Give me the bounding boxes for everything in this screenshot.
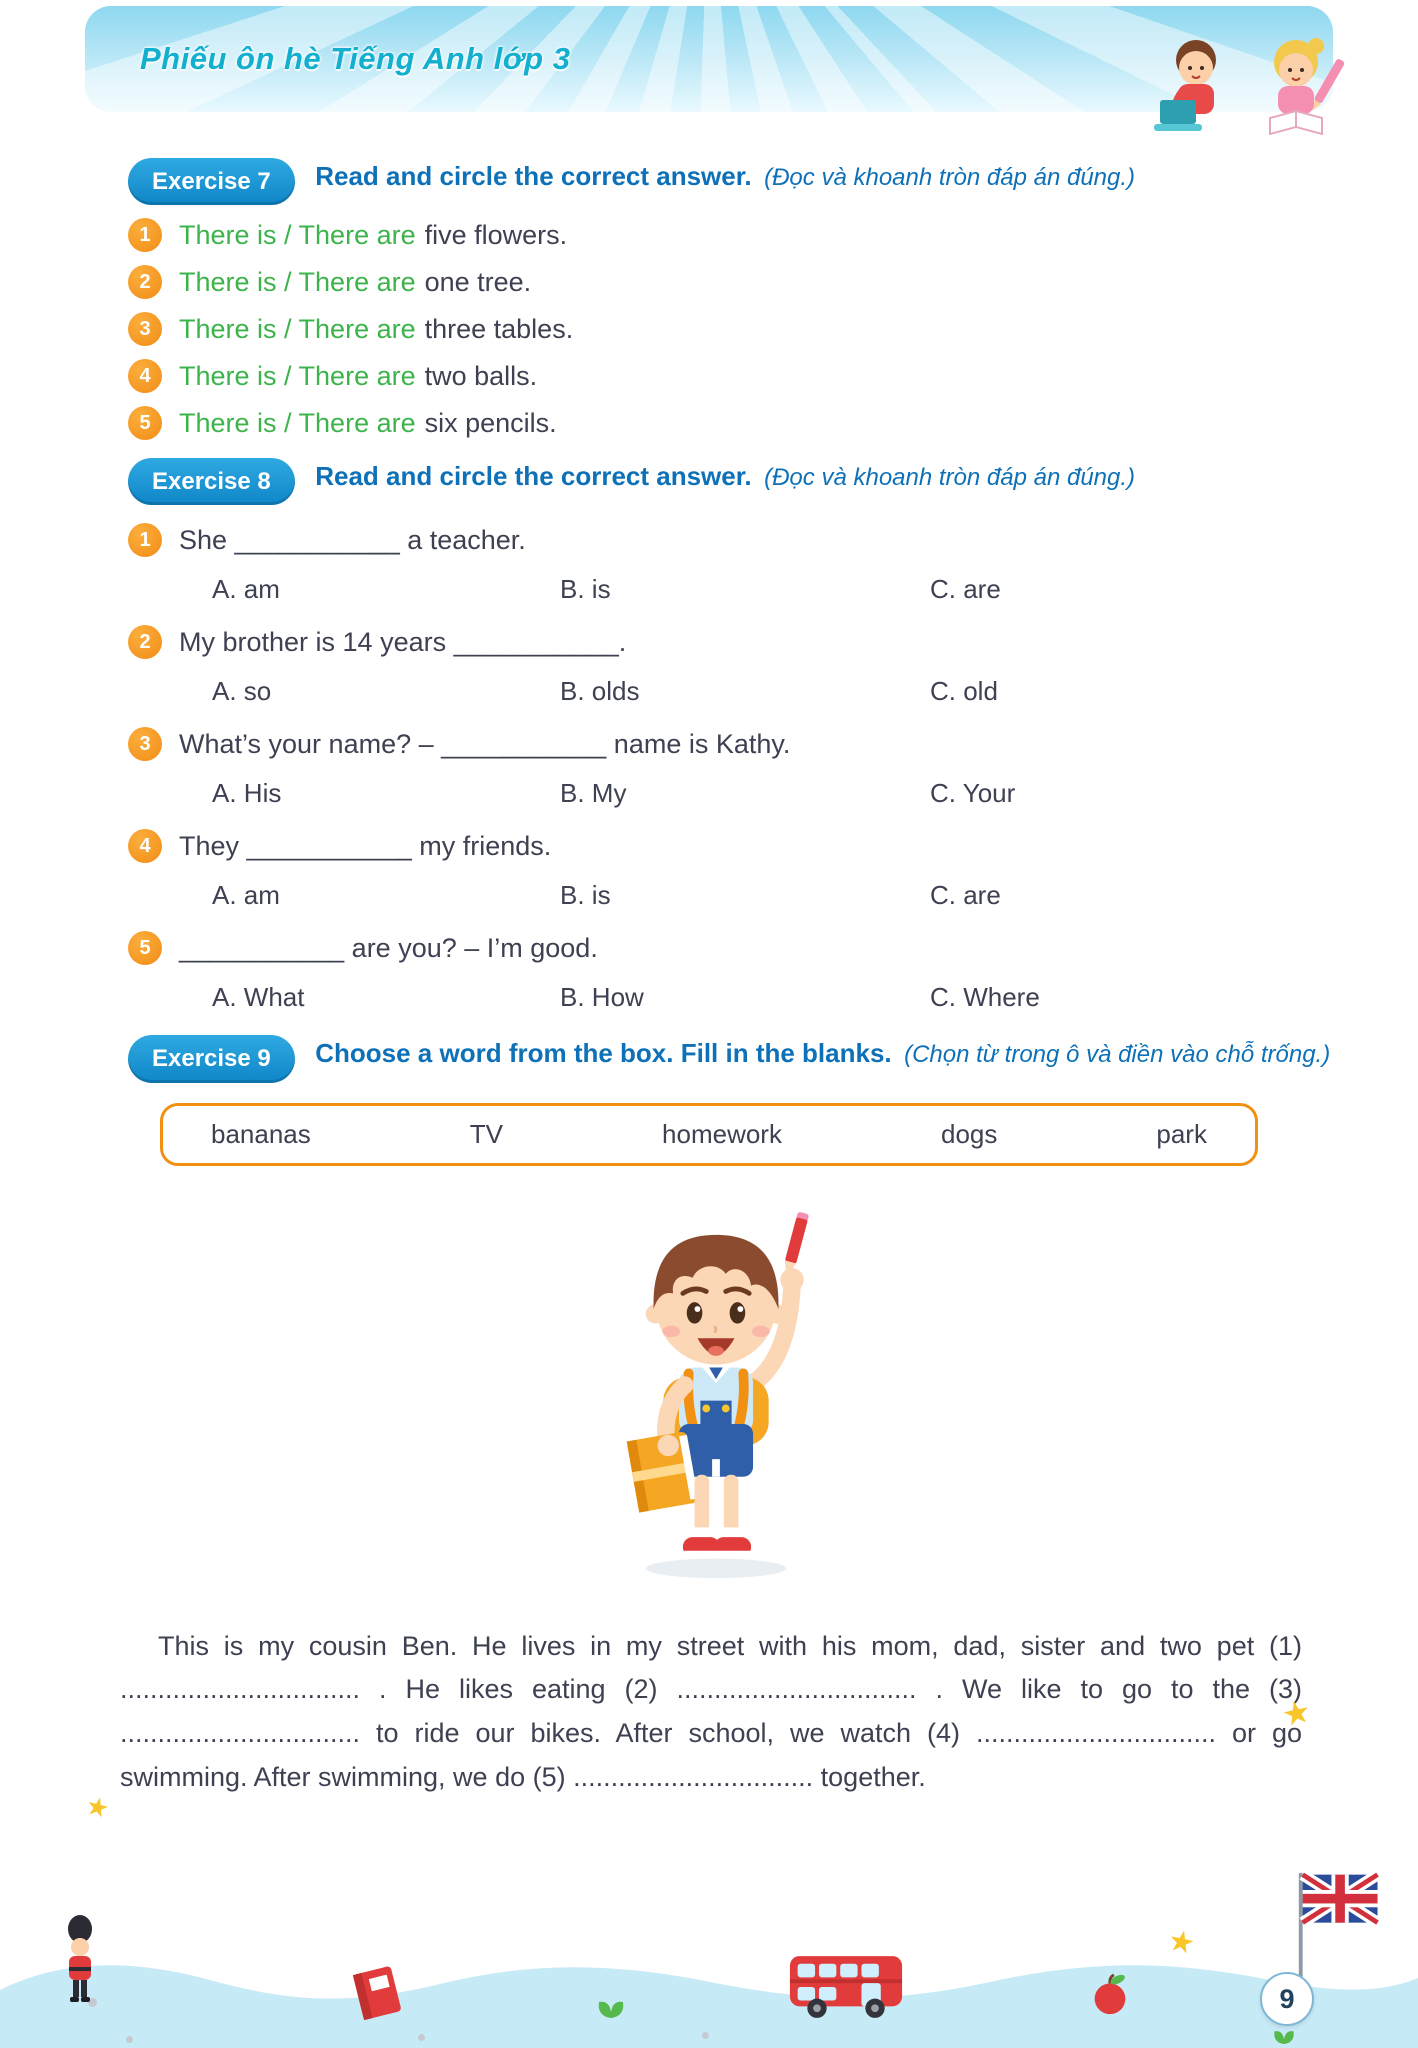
option-c: C. are — [930, 880, 1001, 911]
fill-in-paragraph: This is my cousin Ben. He lives in my street with his mom, dad, sister and two pet (1) ................................ . He likes eating (2) ................................ . We like to go to the (3) ................................ to ride our bikes. After school, we watch (4) ................................ or go swimming. After swimming, we do (5) ................................ together. — [120, 1630, 1302, 1792]
star-icon: ★ — [1164, 1923, 1199, 1962]
exercise8-badge: Exercise 8 — [128, 458, 295, 505]
exercise8-title: Read and circle the correct answer. — [315, 461, 752, 492]
exercise8-section — [100, 456, 1332, 1013]
question-text: ___________ are you? – I’m good. — [179, 932, 598, 963]
option-c: C. Your — [930, 778, 1016, 809]
dot — [418, 2034, 425, 2041]
exercise7-section — [100, 156, 1332, 440]
question-number-badge: 3 — [128, 727, 162, 761]
question-number-badge: 4 — [128, 829, 162, 863]
choice-there-is-are: There is / There are — [179, 360, 416, 391]
item-text: five flowers. — [424, 219, 568, 250]
option-a: A. am — [212, 574, 280, 605]
choice-there-is-are: There is / There are — [179, 313, 416, 344]
exercise7-badge: Exercise 7 — [128, 158, 295, 205]
exercise8-question — [100, 625, 1332, 707]
exercise7-item — [100, 265, 1332, 299]
footer-wave — [0, 1918, 1418, 2048]
page-title: Phiếu ôn hè Tiếng Anh lớp 3 — [140, 41, 571, 76]
exercise9-heading — [100, 1033, 1332, 1082]
question-number-badge: 5 — [128, 931, 162, 965]
exercise8-question — [100, 727, 1332, 809]
answer-options — [100, 778, 1332, 809]
exercise9-title-vi: (Chọn từ trong ô và điền vào chỗ trống.) — [904, 1041, 1331, 1069]
exercise7-heading — [100, 156, 1332, 205]
item-text: two balls. — [424, 360, 538, 391]
answer-options — [100, 676, 1332, 707]
answer-options — [100, 880, 1332, 911]
exercise8-heading — [100, 456, 1332, 505]
exercise7-title: Read and circle the correct answer. — [315, 161, 752, 191]
exercise8-question — [100, 931, 1332, 1013]
choice-there-is-are: There is / There are — [179, 266, 416, 297]
star-icon: ★ — [1278, 1692, 1315, 1734]
exercise8-question — [100, 829, 1332, 911]
exercise7-item — [100, 406, 1332, 440]
kids-studying-illustration — [1146, 26, 1356, 146]
option-c: C. old — [930, 676, 998, 707]
item-text: six pencils. — [424, 407, 557, 438]
schoolboy-with-book-and-pencil-illustration — [566, 1192, 866, 1582]
word-box-word: bananas — [211, 1118, 311, 1149]
item-text: three tables. — [424, 313, 574, 344]
item-number-badge: 1 — [128, 218, 162, 252]
sprout-icon — [596, 1994, 626, 2018]
word-box-word: dogs — [940, 1118, 998, 1149]
book-icon — [348, 1962, 406, 2022]
word-box-word: homework — [662, 1118, 782, 1149]
choice-there-is-are: There is / There are — [179, 407, 416, 438]
exercise7-title-vi: (Đọc và khoanh tròn đáp án đúng.) — [764, 164, 1136, 191]
option-c: C. Where — [930, 982, 1040, 1013]
exercise7-item — [100, 312, 1332, 346]
item-number-badge: 4 — [128, 359, 162, 393]
question-text: She ___________ a teacher. — [179, 524, 526, 555]
option-c: C. are — [930, 574, 1001, 605]
question-text: They ___________ my friends. — [179, 830, 552, 861]
dot — [702, 2032, 709, 2039]
item-number-badge: 5 — [128, 406, 162, 440]
question-number-badge: 2 — [128, 625, 162, 659]
exercise9-section — [100, 1033, 1332, 1799]
apple-icon — [1086, 1970, 1134, 2018]
answer-options — [100, 982, 1332, 1013]
option-a: A. His — [212, 778, 282, 809]
exercise8-question — [100, 523, 1332, 605]
question-text: My brother is 14 years ___________. — [179, 626, 627, 657]
word-box-word: park — [1156, 1118, 1207, 1149]
option-b: B. is — [560, 880, 611, 911]
star-icon: ★ — [82, 1789, 113, 1825]
option-a: A. so — [212, 676, 272, 707]
item-number-badge: 3 — [128, 312, 162, 346]
exercise7-item — [100, 359, 1332, 393]
option-a: A. What — [212, 982, 305, 1013]
exercise9-title: Choose a word from the box. Fill in the blanks. — [315, 1038, 892, 1069]
option-b: B. How — [560, 982, 644, 1013]
item-number-badge: 2 — [128, 265, 162, 299]
dot — [126, 2036, 133, 2043]
option-a: A. am — [212, 880, 280, 911]
sprout-icon — [1272, 2025, 1296, 2044]
word-box — [160, 1103, 1258, 1166]
word-box-word: TV — [469, 1118, 504, 1149]
option-b: B. olds — [560, 676, 640, 707]
exercise9-badge: Exercise 9 — [128, 1035, 295, 1082]
exercise7-item — [100, 218, 1332, 252]
page-number: 9 — [1279, 1983, 1295, 2014]
question-text: What’s your name? – ___________ name is Kathy. — [179, 728, 791, 759]
item-text: one tree. — [424, 266, 532, 297]
option-b: B. My — [560, 778, 627, 809]
page-number-badge — [1260, 1972, 1314, 2026]
uk-flag-icon — [1294, 1870, 1390, 1982]
double-decker-bus-icon — [788, 1952, 904, 2022]
toy-soldier-icon — [60, 1914, 100, 2004]
choice-there-is-are: There is / There are — [179, 219, 416, 250]
exercise8-title-vi: (Đọc và khoanh tròn đáp án đúng.) — [764, 464, 1136, 492]
worksheet-content — [100, 140, 1332, 1800]
answer-options — [100, 574, 1332, 605]
option-b: B. is — [560, 574, 611, 605]
question-number-badge: 1 — [128, 523, 162, 557]
